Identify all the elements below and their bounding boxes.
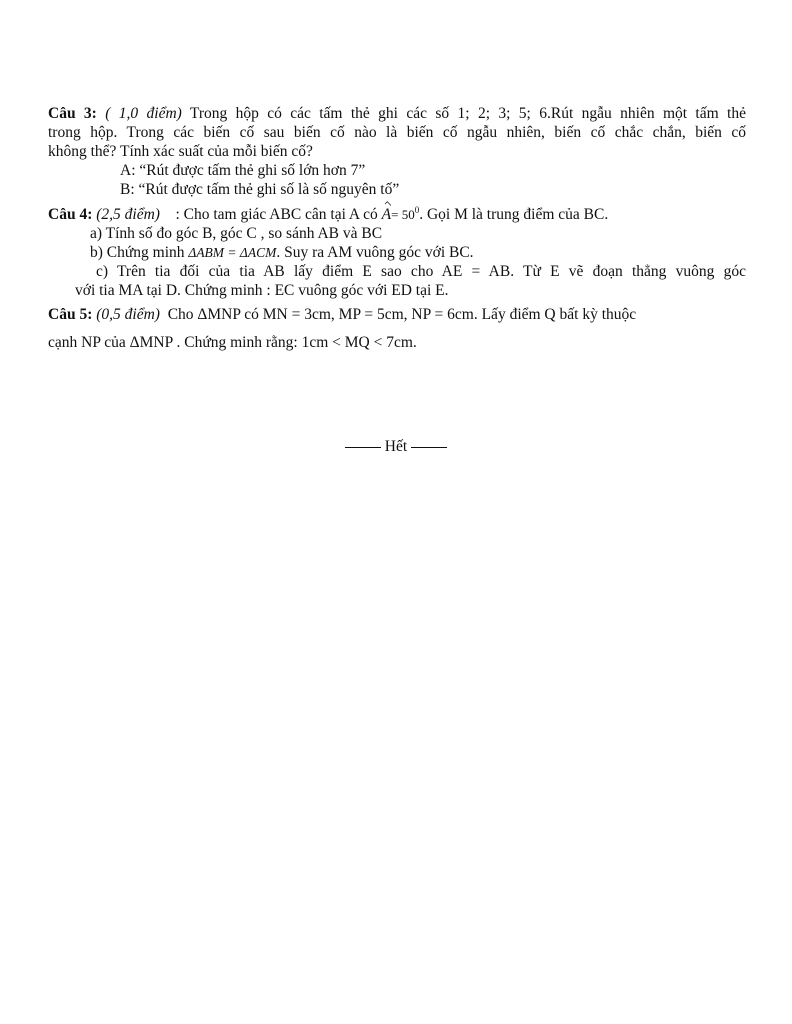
- q4-part-c-1: [48, 262, 746, 281]
- q5-points: (0,5 điểm): [96, 306, 160, 324]
- angle-a-degree: 0: [414, 205, 420, 215]
- q3-line-1: [48, 104, 746, 123]
- q5-line-2: [48, 328, 746, 358]
- q4-part-c-text-1: c) Trên tia đối của tia AB lấy điểm E sao cho AE = AB. Từ E vẽ đoạn thẳng vuông góc: [96, 263, 746, 281]
- q4-part-b-post: . Suy ra AM vuông góc với BC.: [276, 244, 474, 262]
- q4-part-a-text: a) Tính số đo góc B, góc C , so sánh AB và BC: [90, 225, 383, 243]
- q4-part-a: [48, 224, 746, 243]
- q5-text-2: cạnh NP của ΔMNP . Chứng minh rằng: 1cm < MQ < 7cm.: [48, 334, 417, 352]
- q3-event-a-text: A: “Rút được tấm thẻ ghi số lớn hơn 7”: [120, 162, 366, 179]
- q4-part-b-math: ΔABM = ΔACM: [188, 245, 277, 261]
- q3-event-a: [48, 161, 746, 180]
- q4-part-c-text-2: với tia MA tại D. Chứng minh : EC vuông góc với ED tại E.: [75, 282, 449, 300]
- q5-line-1: [48, 300, 746, 330]
- footer-text: Hết: [384, 438, 408, 455]
- q3-event-b: [48, 180, 746, 199]
- q3-event-b-text: B: “Rút được tấm thẻ ghi số là số nguyên tố”: [120, 181, 400, 198]
- q5-text-1: Cho ΔMNP có MN = 3cm, MP = 5cm, NP = 6cm. Lấy điểm Q bất kỳ thuộc: [167, 306, 637, 324]
- angle-a-symbol: A: [381, 206, 392, 224]
- q3-text-2: trong hộp. Trong các biến cố sau biến cố nào là biến cố ngẫu nhiên, biến cố chắc chắn, biến cố: [48, 124, 746, 141]
- q4-intro-post: . Gọi M là trung điểm của BC.: [419, 206, 609, 224]
- q3-label: Câu 3:: [48, 105, 97, 122]
- q4-line-1: [48, 201, 746, 224]
- q3-text-3: không thể? Tính xác suất của mỗi biến cố?: [48, 143, 313, 160]
- q4-points: (2,5 điểm): [96, 206, 160, 224]
- exam-content: [48, 104, 746, 358]
- q3-points: ( 1,0 điểm): [105, 105, 182, 122]
- q3-line-2: [48, 123, 746, 142]
- footer-dash-left: [345, 447, 381, 448]
- q4-label: Câu 4:: [48, 206, 93, 224]
- q3-text-1: Trong hộp có các tấm thẻ ghi các số 1; 2; 3; 5; 6.Rút ngẫu nhiên một tấm thẻ: [189, 105, 746, 122]
- q5-label: Câu 5:: [48, 306, 93, 324]
- angle-a-eq: = 50: [391, 207, 415, 223]
- footer-dash-right: [411, 447, 447, 448]
- q4-intro-pre: : Cho tam giác ABC cân tại A có: [175, 206, 378, 224]
- q3-line-3: [48, 142, 746, 161]
- q4-part-b: [48, 243, 746, 262]
- end-marker: [0, 438, 792, 456]
- q4-part-b-pre: b) Chứng minh: [90, 244, 185, 262]
- q4-part-c-2: [48, 281, 746, 300]
